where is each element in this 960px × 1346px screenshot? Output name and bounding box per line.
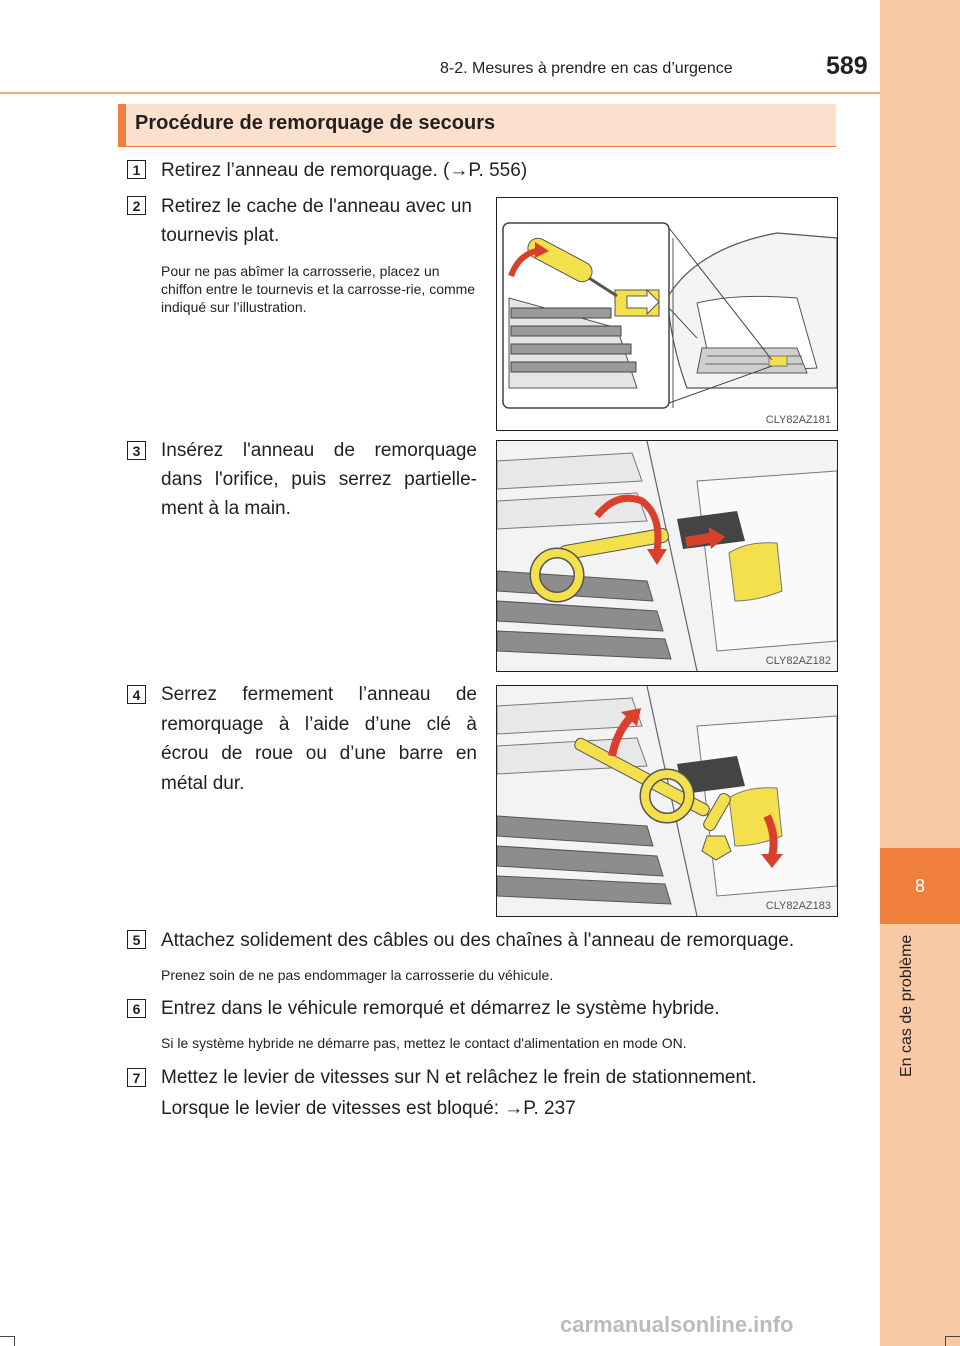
watermark[interactable]: carmanualsonline.info	[560, 1312, 794, 1337]
figure-tighten-ring	[496, 685, 838, 917]
heading-accent-bar	[118, 104, 126, 146]
figure-code: CLY82AZ182	[765, 655, 831, 667]
step-number: 7	[127, 1068, 146, 1087]
step-text: Entrez dans le véhicule remorqué et démarrez le système hybride.	[161, 998, 720, 1019]
section-underline	[118, 146, 836, 147]
running-header: 8-2. Mesures à prendre en cas d’urgence	[440, 60, 733, 77]
step-number: 2	[127, 196, 146, 215]
section-heading	[118, 104, 836, 146]
step-text-continued: Lorsque le levier de vitesses est bloqué: →P. 237	[161, 1098, 576, 1119]
figure-insert-ring	[496, 440, 838, 672]
figure-code: CLY82AZ181	[765, 414, 831, 426]
step-text: Mettez le levier de vitesses sur N et relâchez le frein de stationnement.	[161, 1067, 757, 1088]
step-text: Insérez l'anneau de remorquage dans l'orifice, puis serrez partielle-ment à la main.	[161, 440, 477, 519]
step-number: 1	[127, 160, 146, 179]
step-note: Pour ne pas abîmer la carrosserie, placez un chiffon entre le tournevis et la carrosse-rie, comme indiqué sur l’illustration.	[161, 263, 476, 315]
header-divider	[0, 92, 880, 94]
crop-mark	[946, 1336, 960, 1337]
tow-ring-tighten-illustration	[497, 686, 837, 916]
crop-mark	[945, 1336, 946, 1346]
step-text: Retirez l’anneau de remorquage. (→P. 556)	[161, 160, 528, 181]
tow-ring-insert-illustration	[497, 441, 837, 671]
car-front-illustration	[497, 198, 837, 430]
step-number: 6	[127, 999, 146, 1018]
chapter-label: En cas de problème	[898, 935, 915, 1078]
figure-code: CLY82AZ183	[765, 900, 831, 912]
step-number: 4	[127, 685, 146, 704]
section-title: Procédure de remorquage de secours	[135, 112, 496, 134]
crop-mark	[14, 1336, 15, 1346]
step-text: Serrez fermement l’anneau de remorquage à l’aide d’une clé à écrou de roue ou d’une barre en métal dur.	[161, 684, 477, 794]
page-number: 589	[826, 52, 868, 80]
crop-mark	[0, 1336, 14, 1337]
step-note: Prenez soin de ne pas endommager la carrosserie du véhicule.	[161, 967, 554, 983]
step-text: Attachez solidement des câbles ou des chaînes à l'anneau de remorquage.	[161, 930, 795, 951]
step-number: 5	[127, 930, 146, 949]
step-number: 3	[127, 441, 146, 460]
figure-remove-cover	[496, 197, 838, 431]
chapter-number-tab[interactable]: 8	[880, 848, 960, 924]
step-note: Si le système hybride ne démarre pas, mettez le contact d'alimentation en mode ON.	[161, 1035, 687, 1051]
chapter-side-tab	[880, 0, 960, 1346]
step-text: Retirez le cache de l'anneau avec un tournevis plat.	[161, 196, 472, 246]
